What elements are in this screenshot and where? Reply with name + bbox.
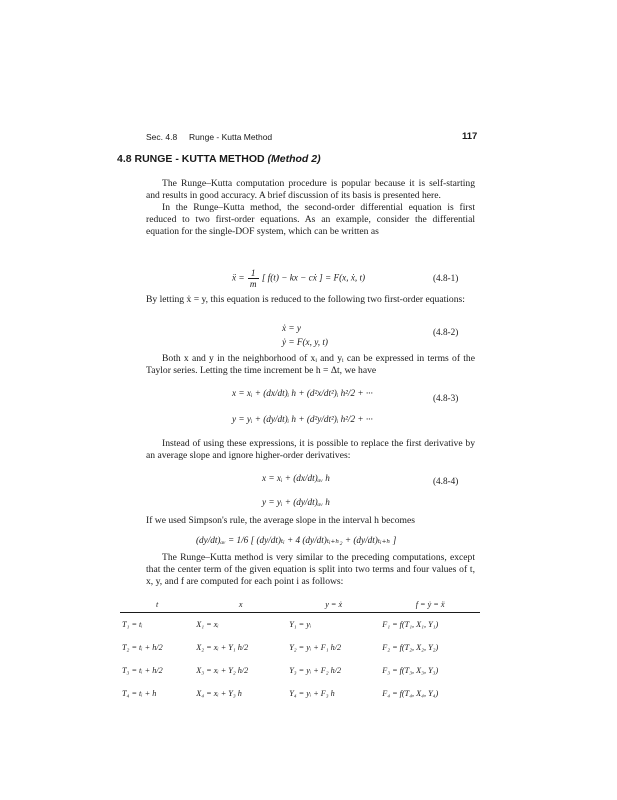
paragraph-7: The Runge–Kutta method is very similar to the preceding computations, except that the center term of the given equation is split into two terms and four values of t, x, y, and f are computed for each point i as follows: bbox=[146, 552, 475, 588]
eq4-line-2: y = yᵢ + (dy/dt)ₐᵥ h bbox=[262, 497, 330, 507]
section-number-title: 4.8 RUNGE - KUTTA METHOD bbox=[117, 153, 265, 165]
table-cell: X₁ = xᵢ bbox=[196, 620, 219, 629]
table-cell: T₁ = tᵢ bbox=[122, 620, 143, 629]
table-row bbox=[120, 682, 480, 705]
equation-4-8-2 bbox=[282, 321, 328, 349]
equation-number-4-8-2: (4.8-2) bbox=[433, 327, 459, 337]
simpson-rule-equation: (dy/dt)ₐᵥ = 1/6 [ (dy/dt)ₜᵢ + 4 (dy/dt)ₜᵢ₊ₕ₂ + (dy/dt)ₜᵢ₊ₕ ] bbox=[196, 535, 397, 545]
column-header-x: x bbox=[194, 600, 287, 613]
paragraph-5: Instead of using these expressions, it is possible to replace the first derivative by an average slope and ignore higher-order derivatives: bbox=[146, 438, 475, 462]
table-cell: X₃ = xᵢ + Y₂ h/2 bbox=[196, 666, 249, 675]
paragraph-2: In the Runge–Kutta method, the second-order differential equation is first reduced to two first-order equations. As an example, consider the differential equation for the single-DOF system, which can be written as bbox=[146, 202, 475, 238]
eq2-line-1: ẋ = y bbox=[282, 323, 301, 333]
paragraph-3: By letting ẋ = y, this equation is reduced to the following two first-order equations: bbox=[146, 294, 465, 305]
table-cell: X₄ = xᵢ + Y₃ h bbox=[196, 689, 242, 698]
paragraph-3-block bbox=[146, 294, 475, 306]
table-cell: X₂ = xᵢ + Y₁ h/2 bbox=[196, 643, 249, 652]
paragraph-4-block bbox=[146, 353, 475, 377]
eq1-rhs: [ f(t) − kx − cẋ ] = F(x, ẋ, t) bbox=[261, 272, 366, 283]
paragraph-4: Both x and y in the neighborhood of xᵢ and yᵢ can be expressed in terms of the Taylor series. Letting the time increment be h = Δt, we have bbox=[146, 353, 475, 377]
table-cell: F₂ = f(T₂, X₂, Y₂) bbox=[382, 643, 439, 652]
table-row bbox=[120, 613, 480, 637]
paragraph-5-block bbox=[146, 438, 475, 462]
running-header: Sec. 4.8 Runge - Kutta Method bbox=[146, 132, 273, 142]
page-number: 117 bbox=[462, 131, 478, 142]
section-subtitle: (Method 2) bbox=[267, 153, 321, 165]
table-cell: Y₄ = yᵢ + F₃ h bbox=[289, 689, 335, 698]
eq1-fraction-den: m bbox=[249, 279, 257, 289]
table-cell: F₁ = f(T₁, X₁, Y₁) bbox=[382, 620, 439, 629]
equation-number-4-8-3: (4.8-3) bbox=[433, 393, 459, 403]
paragraph-1: The Runge–Kutta computation procedure is popular because it is self-starting and results in good accuracy. A brief discussion of its basis is presented here. bbox=[146, 178, 475, 202]
column-header-t: t bbox=[120, 600, 194, 613]
section-title bbox=[117, 153, 321, 165]
eq4-line-1: x = xᵢ + (dx/dt)ₐᵥ h bbox=[262, 473, 330, 483]
paragraph-7-block bbox=[146, 552, 475, 588]
equation-4-8-4 bbox=[262, 466, 330, 514]
column-header-f: f = ẏ = ẍ bbox=[380, 600, 480, 613]
table-cell: Y₃ = yᵢ + F₂ h/2 bbox=[289, 666, 342, 675]
intro-paragraphs bbox=[146, 178, 475, 238]
equation-number-4-8-4: (4.8-4) bbox=[433, 476, 459, 486]
table-cell: T₃ = tᵢ + h/2 bbox=[122, 666, 163, 675]
equation-4-8-1 bbox=[232, 268, 365, 289]
table-cell: Y₂ = yᵢ + F₁ h/2 bbox=[289, 643, 342, 652]
table-cell: F₄ = f(T₄, X₄, Y₄) bbox=[382, 689, 439, 698]
table-cell: F₃ = f(T₃, X₃, Y₃) bbox=[382, 666, 439, 675]
equation-4-8-3 bbox=[232, 380, 373, 432]
eq3-line-1: x = xᵢ + (dx/dt)ᵢ h + (d²x/dt²)ᵢ h²/2 + ··· bbox=[232, 388, 373, 398]
eq1-fraction-num: 1 bbox=[248, 268, 259, 279]
table-row bbox=[120, 636, 480, 659]
eq3-line-2: y = yᵢ + (dy/dt)ᵢ h + (d²y/dt²)ᵢ h²/2 + ··· bbox=[232, 414, 373, 424]
table-cell: T₄ = tᵢ + h bbox=[122, 689, 157, 698]
table-row bbox=[120, 659, 480, 682]
equation-number-4-8-1: (4.8-1) bbox=[433, 273, 459, 283]
eq2-line-2: ẏ = F(x, y, t) bbox=[282, 337, 328, 347]
table-cell: T₂ = tᵢ + h/2 bbox=[122, 643, 163, 652]
column-header-y: y = ẋ bbox=[287, 600, 380, 613]
paragraph-6: If we used Simpson's rule, the average slope in the interval h becomes bbox=[146, 515, 415, 526]
eq1-lhs: ẍ = bbox=[232, 272, 247, 283]
paragraph-6-block bbox=[146, 515, 475, 527]
table-cell: Y₁ = yᵢ bbox=[289, 620, 312, 629]
runge-kutta-table bbox=[120, 600, 480, 705]
eq1-fraction bbox=[248, 268, 259, 289]
table-header-row bbox=[120, 600, 480, 613]
